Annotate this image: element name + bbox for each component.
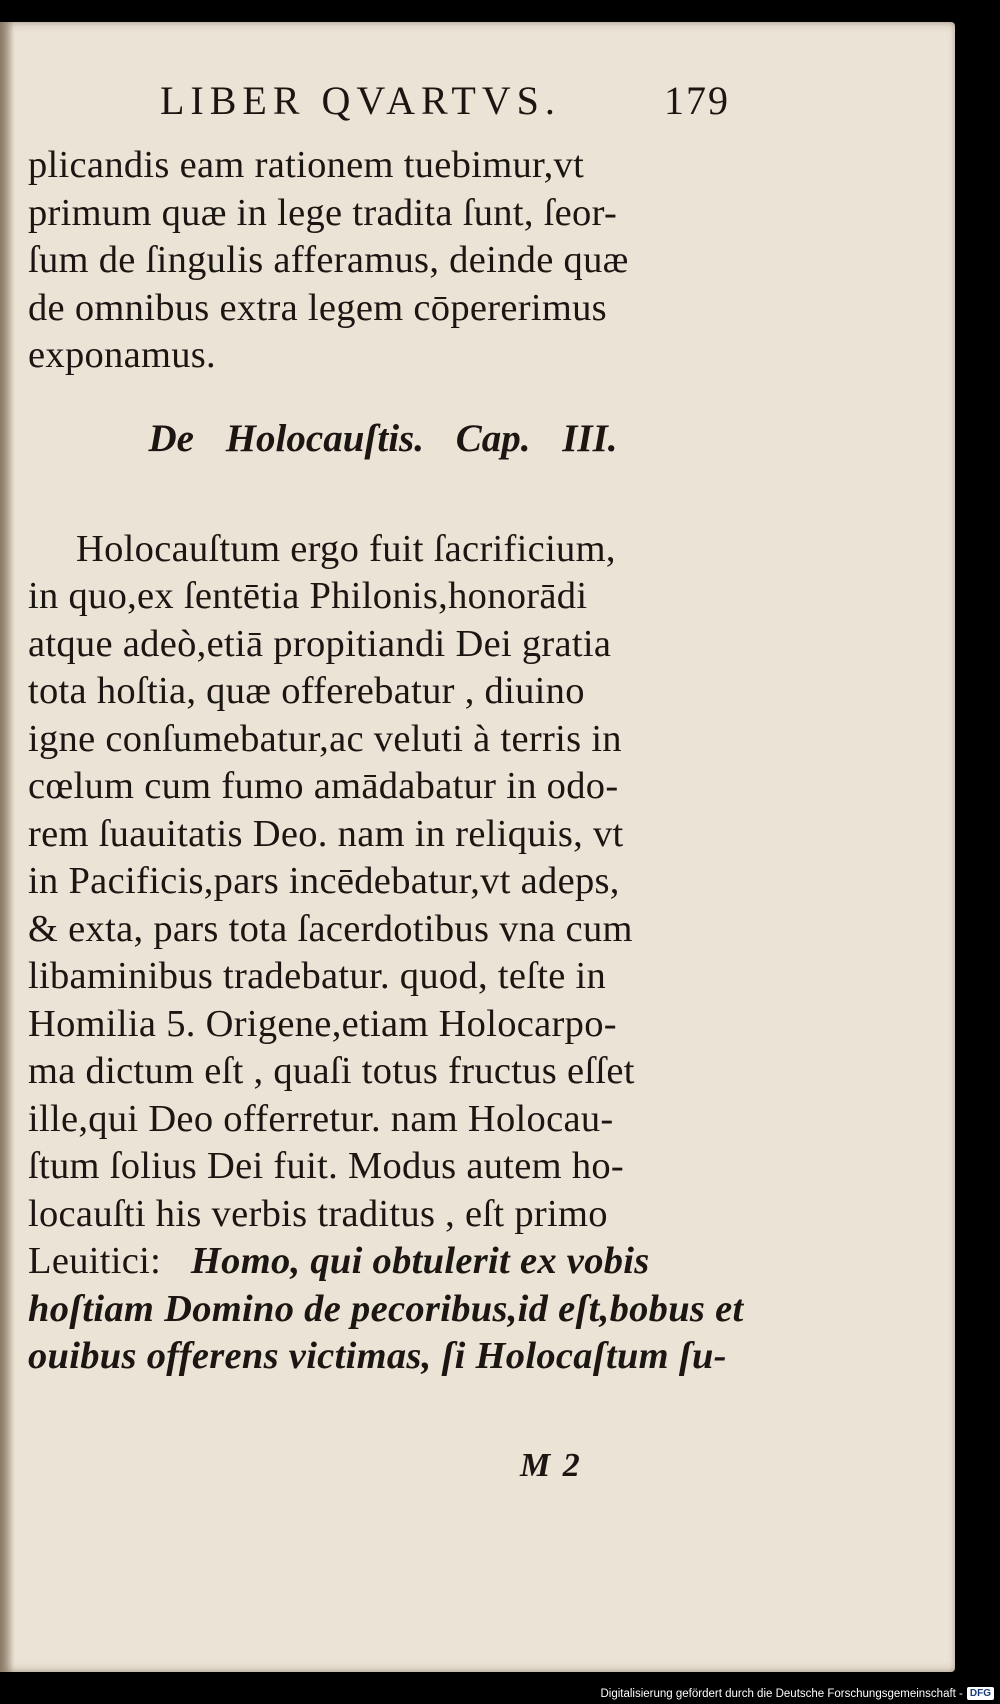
text-line: libaminibus tradebatur. quod, teſte in xyxy=(28,955,607,997)
signature-mark: M 2 xyxy=(520,1447,582,1484)
text-line: in Pacificis,pars incēdebatur,vt adeps, xyxy=(28,860,620,902)
text-line: cœlum cum fumo amādabatur in odo- xyxy=(28,765,619,807)
text-line: de omnibus extra legem cōpererimus xyxy=(28,286,607,329)
text-line: ma dictum eſt , quaſi totus fructus eſſet xyxy=(28,1050,635,1092)
italic-text-line: ouibus offerens victimas, ſi Holocaſtum ſu- xyxy=(28,1335,727,1377)
text-line: exponamus. xyxy=(28,334,216,376)
book-page xyxy=(0,22,955,1672)
mixed-text-line xyxy=(28,1238,728,1286)
running-head: LIBER QVARTVS. xyxy=(160,78,561,123)
text-line: Holocauſtum ergo fuit ſacrificium, xyxy=(76,527,616,570)
page-number: 179 xyxy=(664,78,730,123)
roman-text: Leuitici: xyxy=(28,1240,162,1282)
chapter-heading: De Holocauſtis. Cap. III. xyxy=(148,416,618,460)
text-line: plicandis eam rationem tuebimur,vt xyxy=(28,144,585,186)
text-line: rem ſuauitatis Deo. nam in reliquis, vt xyxy=(28,812,624,855)
spacer xyxy=(28,498,728,526)
text-line: igne conſumebatur,ac veluti à terris in xyxy=(28,717,622,760)
page-header xyxy=(160,77,730,137)
text-line: ſum de ſingulis afferamus, deinde quæ xyxy=(28,239,629,281)
text-line: tota hoſtia, quæ offerebatur , diuino xyxy=(28,670,585,712)
italic-text-line: hoſtiam Domino de pecoribus,id eſt,bobus et xyxy=(28,1287,744,1330)
text-line: atque adeò,etiā propitiandi Dei gratia xyxy=(28,622,612,665)
text-line: Homilia 5. Origene,etiam Holocarpo- xyxy=(28,1002,617,1045)
text-line: primum quæ in lege tradita ſunt, ſeor- xyxy=(28,191,618,234)
dfg-logo: DFG xyxy=(967,1687,994,1700)
text-line: in quo,ex ſentētia Philonis,honorādi xyxy=(28,575,588,617)
text-line: locauſti his verbis traditus , eſt primo xyxy=(28,1192,608,1235)
digitization-credit xyxy=(600,1687,994,1700)
text-block xyxy=(28,142,744,1381)
text-line: ille,qui Deo offerretur. nam Holocau- xyxy=(28,1097,614,1140)
credit-text: Digitalisierung gefördert durch die Deutsche Forschungsgemeinschaft - xyxy=(600,1687,963,1700)
text-line: & exta, pars tota ſacerdotibus vna cum xyxy=(28,907,633,950)
italic-text: Homo, qui obtulerit ex vobis xyxy=(190,1240,650,1282)
text-line: ſtum ſolius Dei fuit. Modus autem ho- xyxy=(28,1145,625,1187)
